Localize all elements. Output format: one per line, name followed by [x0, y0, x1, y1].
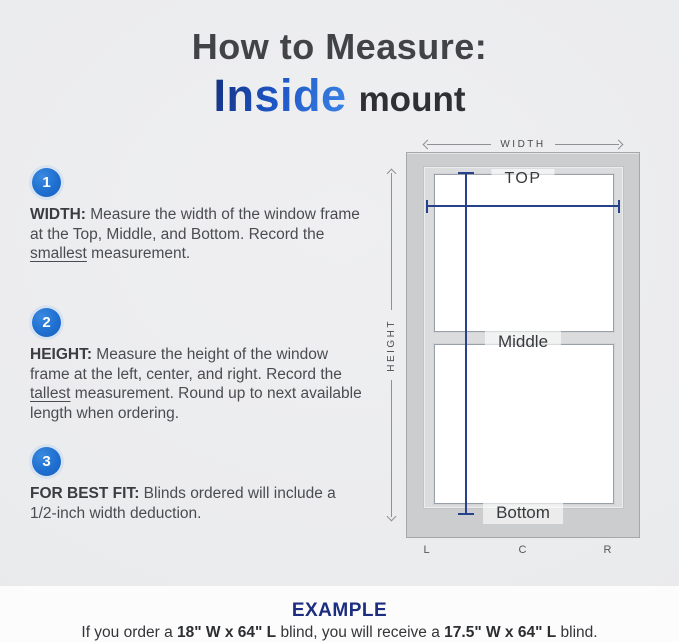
step-2-body-post: measurement. Round up to next available length when ordering. — [30, 385, 362, 422]
arrow-left-icon — [423, 139, 433, 149]
right-mark: R — [603, 544, 613, 556]
vertical-measure-line — [465, 173, 467, 515]
title-suffix: mount — [358, 80, 466, 119]
top-sash-pane — [434, 174, 614, 332]
title-accent: Inside — [213, 70, 347, 121]
middle-position-label: Middle — [485, 331, 561, 353]
horizontal-measure-left-cap — [426, 200, 428, 213]
left-mark: L — [423, 544, 431, 556]
step-3-lead: FOR BEST FIT: — [30, 485, 140, 502]
bottom-sash-pane — [434, 344, 614, 504]
step-3 — [30, 447, 364, 523]
header — [0, 26, 679, 122]
example-pre: If you order a — [81, 624, 178, 641]
example-post: blind. — [556, 624, 598, 641]
example-heading: EXAMPLE — [291, 600, 388, 621]
step-2-lead: HEIGHT: — [30, 346, 92, 363]
step-3-number-badge: 3 — [32, 447, 61, 476]
example-text — [0, 624, 679, 642]
width-arrow — [424, 137, 622, 151]
step-3-text — [30, 484, 364, 523]
page-title: How to Measure: — [191, 26, 488, 67]
step-1-underlined-term: smallest — [30, 245, 87, 262]
example-size-ordered: 18" W x 64" L — [177, 624, 277, 641]
example-size-received: 17.5" W x 64" L — [444, 624, 557, 641]
step-1-body-pre: Measure the width of the window frame at the Top, Middle, and Bottom. Record the — [30, 206, 360, 243]
horizontal-measure-right-cap — [618, 200, 620, 213]
center-mark: C — [518, 544, 528, 556]
step-2-body-pre: Measure the height of the window frame at the left, center, and right. Record the — [30, 346, 342, 383]
step-1-body-post: measurement. — [86, 245, 191, 262]
vertical-measure-bottom-cap — [458, 513, 474, 515]
height-arrow — [384, 170, 398, 520]
step-2-underlined-term: tallest — [30, 385, 71, 402]
top-position-label: TOP — [491, 169, 554, 189]
vertical-measure-top-cap — [458, 172, 474, 174]
arrow-down-icon — [386, 512, 396, 522]
step-1-number-badge: 1 — [32, 168, 61, 197]
width-label: WIDTH — [500, 138, 546, 150]
step-1-text — [30, 205, 364, 264]
step-2-text — [30, 345, 364, 423]
step-1 — [30, 168, 364, 264]
page-subtitle — [0, 70, 679, 122]
bottom-position-label: Bottom — [483, 502, 563, 524]
step-1-lead: WIDTH: — [30, 206, 86, 223]
arrow-right-icon — [614, 139, 624, 149]
height-label: HEIGHT — [385, 318, 397, 372]
step-3-body-pre: Blinds ordered will include a 1/2-inch width deduction. — [30, 485, 336, 522]
example-mid: blind, you will receive a — [276, 624, 445, 641]
step-2-number-badge: 2 — [32, 308, 61, 337]
example-section — [0, 586, 679, 642]
horizontal-measure-line — [427, 205, 620, 207]
step-2 — [30, 308, 364, 423]
arrow-up-icon — [386, 169, 396, 179]
